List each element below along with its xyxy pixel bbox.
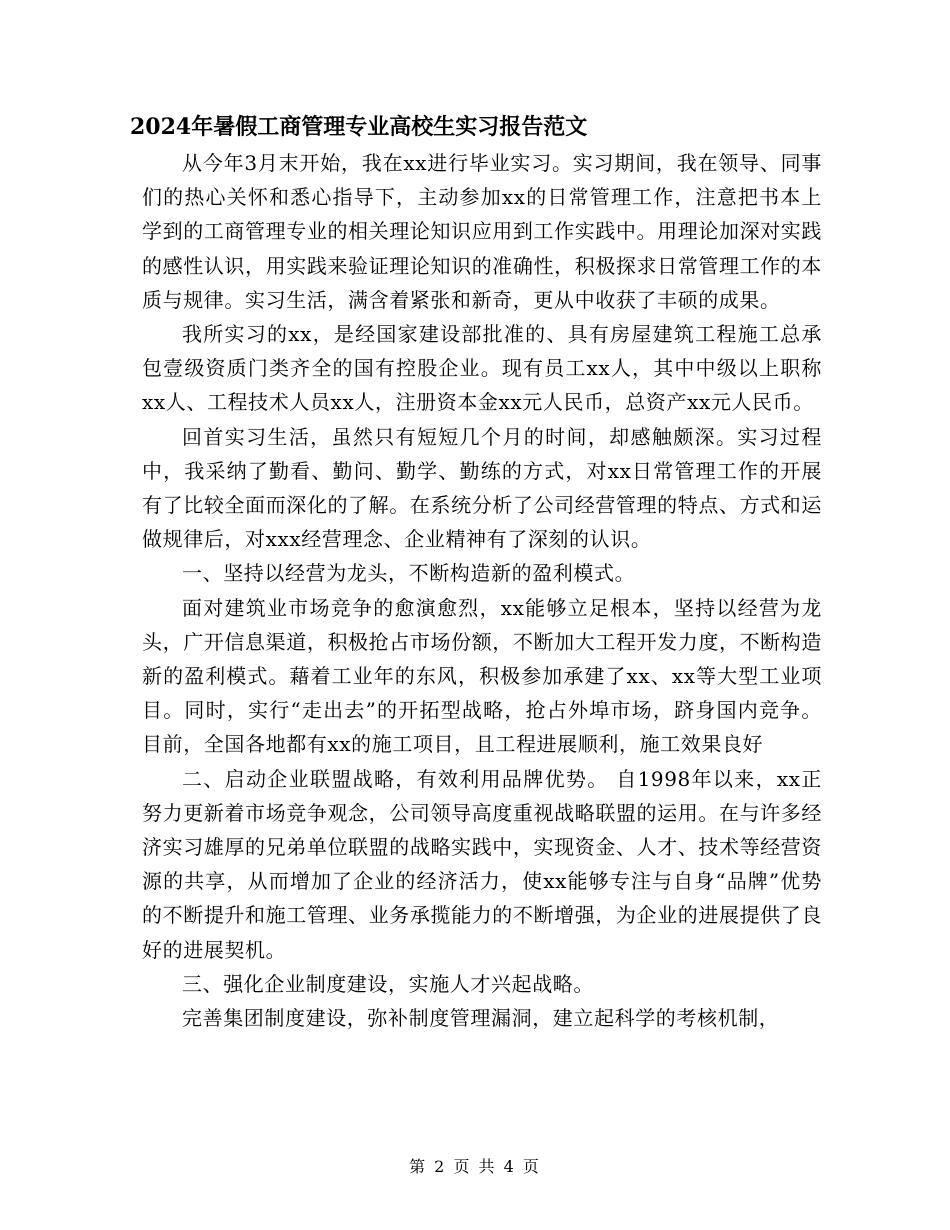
paragraph-reflection: 回首实习生活，虽然只有短短几个月的时间，却感触颇深。实习过程中，我采纳了勤看、勤问、勤学、勤练的方式，对xx日常管理工作的开展有了比较全面而深化的了解。在系统分析了公司经营管理的特点、方式和运做规律后，对xxx经营理念、企业精神有了深刻的认识。 [142, 424, 822, 552]
page-footer: 第 2 页 共 4 页 [409, 1157, 541, 1176]
document-title: 2024年暑假工商管理专业高校生实习报告范文 [130, 114, 588, 140]
document-body [142, 146, 822, 1035]
paragraph-intro: 从今年3月末开始，我在xx进行毕业实习。实习期间，我在领导、同事们的热心关怀和悉心指导下，主动参加xx的日常管理工作，注意把书本上学到的工商管理专业的相关理论知识应用到工作实践中。用理论加深对实践的感性认识，用实践来验证理论知识的准确性，积极探求日常管理工作的本质与规律。实习生活，满含着紧张和新奇，更从中收获了丰硕的成果。 [142, 151, 822, 312]
paragraph-system: 完善集团制度建设，弥补制度管理漏洞，建立起科学的考核机制， [182, 1006, 780, 1031]
section-heading-one: 一、坚持以经营为龙头，不断构造新的盈利模式。 [182, 561, 636, 586]
paragraph-company: 我所实习的xx，是经国家建设部批准的、具有房屋建筑工程施工总承包壹级资质门类齐全的国有控股企业。现有员工xx人，其中中级以上职称xx人、工程技术人员xx人，注册资本金xx元人民币，总资产xx元人民币。 [142, 322, 822, 415]
paragraph-market: 面对建筑业市场竞争的愈演愈烈，xx能够立足根本，坚持以经营为龙头，广开信息渠道，积极抢占市场份额，不断加大工程开发力度，不断构造新的盈利模式。藉着工业年的东风，积极参加承建了xx、xx等大型工业项目。同时，实行“走出去”的开拓型战略，抢占外埠市场，跻身国内竞争。目前，全国各地都有xx的施工项目，且工程进展顺利，施工效果良好 [142, 595, 822, 757]
section-heading-three: 三、强化企业制度建设，实施人才兴起战略。 [182, 971, 594, 996]
paragraph-alliance: 二、启动企业联盟战略，有效利用品牌优势。 自1998年以来，xx正努力更新着市场竞争观念，公司领导高度重视战略联盟的运用。在与许多经济实习雄厚的兄弟单位联盟的战略实践中，实现资金、人才、技术等经营资源的共享，从而增加了企业的经济活力，使xx能够专注与自身“品牌”优势的不断提升和施工管理、业务承揽能力的不断增强，为企业的进展提供了良好的进展契机。 [142, 766, 822, 962]
